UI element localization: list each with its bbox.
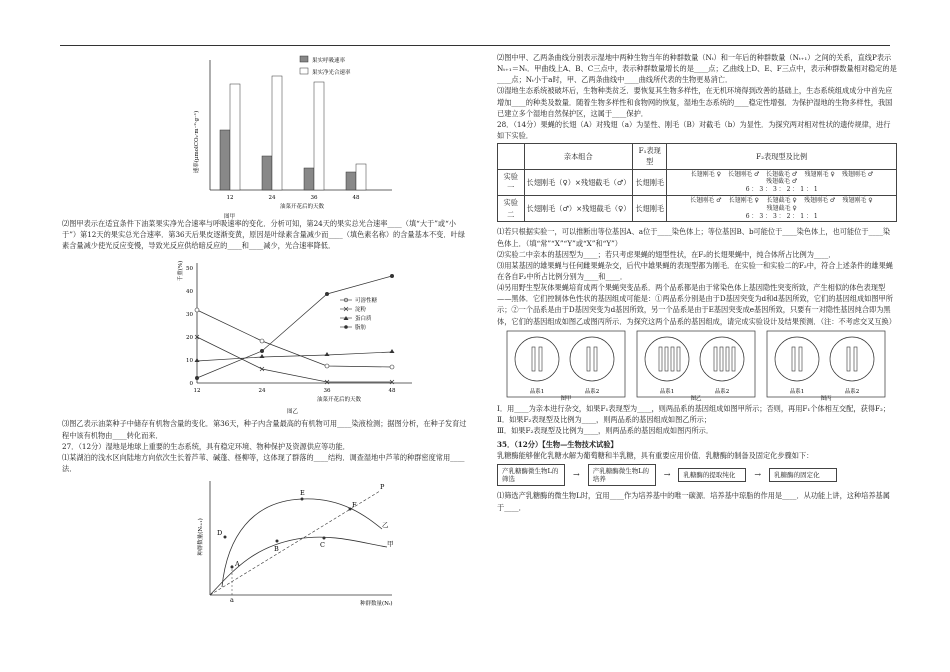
chart-jia-x-12: 12	[226, 195, 234, 201]
svg-text:品系1: 品系1	[789, 388, 805, 395]
right-p2: ⑵图中甲、乙两条曲线分别表示湿地中两种生物当年的种群数量（Nₜ）和一年后的种群数量（Nₜ₊₁）之间的关系，直线P表示Nₜ₊₁＝Nₜ．甲曲线上A、B、C三点中，表示种群数量增长的是____点；乙曲线上D、E、F三点中，表示种群数量相对稳定的是____点；Nₜ小于a时，甲、乙两条曲线中____曲线所代表的生物更易消亡．	[497, 53, 897, 85]
chart-jia-legend-2: 果实净光合速率	[312, 70, 351, 76]
svg-text:品系2: 品系2	[714, 388, 730, 395]
svg-text:24: 24	[258, 388, 266, 395]
right-q35-intro: 乳糖酶能够催化乳糖水解为葡萄糖和半乳糖，具有重要应用价值．乳糖酶的制备及固定化步骤如下：	[497, 451, 814, 461]
exp2-ratio: 6 ： 3 ： 3 ： 2 ： 1 ： 1	[745, 212, 818, 220]
chart-jia-x-48: 48	[352, 195, 360, 201]
bar-net-36	[314, 82, 324, 190]
right-q28: 28．（14分）果蝇的长翅（A）对残翅（a）为显性、刚毛（B）对截毛（b）为显性．为探究两对相对性状的遗传规律，进行如下实验．	[497, 119, 891, 141]
right-p3: ⑶湿地生态系统被破坏后，生物种类贫乏．要恢复其生物多样性，在无机环境得到改善的基础上，生态系统组成成分中首先应增加____的种类及数量．随着生物多样性和食物网的恢复，湿地生态系统的____稳定性增强．为保护湿地的生物多样性，我国已建立多个湿地自然保护区，这属于____保护．	[497, 86, 893, 118]
svg-text:E: E	[300, 489, 305, 498]
svg-text:品系1: 品系1	[659, 388, 675, 395]
svg-text:a: a	[230, 596, 234, 605]
chart-yi-legend-1: 可溶性糖	[355, 298, 378, 305]
svg-text:品系2: 品系2	[844, 388, 860, 395]
svg-text:图丙: 图丙	[820, 395, 832, 401]
exp1-parents: 长翅刚毛（♀）×残翅截毛（♂）	[524, 169, 633, 195]
svg-text:A: A	[235, 560, 240, 569]
svg-text:图乙: 图乙	[690, 395, 702, 401]
th-f1: F₁表现型	[633, 144, 667, 169]
exp2-f1: 长翅刚毛	[633, 195, 667, 221]
arrow-icon: →	[573, 469, 580, 479]
exp1-label: 实验一	[498, 169, 525, 195]
experiment-table: 亲本组合 F₁表现型 F₂表现型及比例 实验一 长翅刚毛（♀）×残翅截毛（♂） 长翅刚毛 长翅刚毛 ♀ 长翅刚毛 ♂ 长翅截毛 ♂ 残翅刚毛 ♀ 残翅刚毛 ♂ 残翅截毛 ♂ 6 ： 3 ： 3 ： 2 ： 1 ： 1 实验二 长翅刚毛（♂）×残翅截毛（♀） 长翅刚毛 长翅刚毛 ♂ 长翅刚毛 ♀ 长翅截毛 ♀ 残翅刚毛 ♂ 残翅刚毛 ♀ 残翅截毛 ♀ 6 ： 3 ： 3 ： 2 ： 1 ： 1	[497, 143, 897, 222]
left-q2: ⑵图甲表示在适宜条件下油菜果实净光合速率与呼吸速率的变化．分析可知，第24天的果实总光合速率____（填“大于”或“小于”）第12天的果实总光合速率．第36天后果皮逐渐变黄，原因是叶绿素含量减少而____（填色素名称）的含量基本不变．叶绿素含量减少使光反应变慢，导致光反应供给暗反应的____和____减少，光合速率降低．	[62, 219, 465, 251]
right-exp-ii: Ⅱ．如果F₂表现型及比例为____，则两品系的基因组成如图乙所示；	[497, 414, 712, 424]
right-q35-1: ⑴筛选产乳糖酶的微生物L时，宜用____作为培养基中的唯一碳源．培养基中琼脂的作用是____．从功能上讲，这种培养基属于____．	[497, 491, 890, 512]
chromosome-figure	[497, 329, 897, 401]
th-group: 亲本组合	[524, 144, 633, 169]
chart-yi-legend-2: 淀粉	[355, 307, 367, 314]
chart-jia-ylabel: 速率(μmolCO₂·m⁻²·g⁻¹)	[194, 110, 200, 174]
svg-text:30: 30	[186, 312, 193, 319]
chart-yi-caption: 图乙	[287, 409, 299, 416]
left-column	[62, 52, 467, 612]
th-f2: F₂表现型及比例	[667, 144, 897, 169]
svg-text:0: 0	[189, 381, 193, 388]
chart-bing	[62, 477, 467, 612]
chart-jia-caption: 图甲	[224, 214, 236, 220]
chart-jia-bars	[220, 76, 366, 190]
process-step-1: 产乳糖酶微生物L的筛选	[497, 464, 565, 487]
curve-yi	[222, 499, 382, 587]
right-exp-i: Ⅰ．用____为亲本进行杂交，如果F₁表现型为____，则两品系的基因组成如图甲所示；否则，再用F₁个体相互交配，获得F₂；	[497, 403, 891, 413]
svg-text:乙: 乙	[382, 521, 389, 530]
right-r2: ⑵实验二中亲本的基因型为____；若只考虑果蝇的翅型性状，在F₂的长翅果蝇中，纯合体所占比例为____．	[497, 249, 836, 259]
svg-text:D: D	[217, 529, 223, 538]
chart-jia-x-36: 36	[310, 195, 318, 201]
arrow-icon: →	[754, 469, 762, 479]
arrow-icon: →	[663, 469, 671, 479]
right-r4: ⑷另用野生型灰体果蝇培育成两个果蝇突变品系．两个品系都是由于常染色体上基因隐性突变所致，产生相似的体色表现型——黑体．它们控制体色性状的基因组成可能是：①两品系分别是由于D基因突变为d和d基因所致，它们的基因组成如图甲所示；②一个品系是由于D基因突变为d基因所致，另一个品系是由于E基因突变成e基因所致，只要有一对隐性基因纯合即为黑体，它们的基因组成如图乙或图丙所示．为探究这两个品系的基因组成，请完成实验设计及结果预测．（注：不考虑交叉互换）	[497, 283, 896, 326]
exp1-ratio: 6 ： 3 ： 3 ： 2 ： 1 ： 1	[745, 186, 818, 194]
svg-text:12: 12	[193, 388, 201, 395]
svg-text:10: 10	[186, 358, 193, 365]
bar-net-24	[272, 76, 282, 190]
bar-resp-48	[346, 172, 356, 190]
svg-text:C: C	[320, 541, 325, 550]
svg-text:P: P	[380, 483, 385, 492]
svg-text:48: 48	[388, 388, 396, 395]
svg-text:甲: 甲	[387, 540, 394, 549]
chart-yi-legend-4: 脂肪	[355, 325, 367, 332]
series-protein-marks	[195, 349, 395, 362]
chart-jia-xlabel: 油菜开花后的天数	[279, 204, 325, 210]
left-q27: 27．（12分）湿地是地球上重要的生态系统，具有稳定环境、物种保护及资源供应等功能．	[62, 441, 350, 451]
process-step-2: 产乳糖酶微生物L的培养	[588, 464, 656, 487]
svg-text:图甲: 图甲	[560, 395, 572, 401]
right-exp-iii: Ⅲ．如果F₂表现型及比例为____，则两品系的基因组成如图丙所示．	[497, 426, 714, 436]
svg-text:品系2: 品系2	[584, 388, 600, 395]
chart-yi-ylabel: 千重(%)	[178, 261, 184, 282]
svg-text:品系1: 品系1	[529, 388, 545, 395]
right-r3: ⑶用某基因的雄果蝇与任何雌果蝇杂交，后代中雄果蝇的表现型都为刚毛．在实验一和实验二的F₂中，符合上述条件的雄果蝇在各自F₂中所占比例分别为____和____．	[497, 260, 893, 281]
bar-net-48	[356, 164, 366, 190]
right-r1: ⑴若只根据实验一，可以推断出等位基因A、a位于____染色体上；等位基因B、b可能位于____染色体上，也可能位于____染色体上．（填“常”“X”“Y”或“X”和“Y”）	[497, 227, 891, 248]
right-column	[497, 52, 897, 513]
exp2-label: 实验二	[498, 195, 525, 221]
left-q3: ⑶图乙表示油菜种子中储存有机物含量的变化．第36天，种子内含量最高的有机物可用____染液检测；据图分析，在种子发育过程中该有机物由____转化而来．	[62, 419, 467, 440]
chart-jia-x-24: 24	[268, 195, 276, 201]
exp2-parents: 长翅刚毛（♂）×残翅截毛（♀）	[524, 195, 633, 221]
bar-resp-36	[304, 168, 314, 190]
exp1-f1: 长翅刚毛	[633, 169, 667, 195]
right-q35: 35．（12分）【生物—生物技术试验】	[497, 440, 618, 450]
svg-text:B: B	[274, 545, 279, 554]
svg-text:40: 40	[186, 289, 193, 296]
chart-yi	[62, 253, 467, 418]
process-step-3: 乳糖酶的提取纯化	[678, 468, 746, 482]
svg-text:20: 20	[186, 335, 193, 342]
chart-bing-ylabel: 种群数量(Nₜ₊₁)	[198, 518, 204, 557]
bar-resp-12	[220, 130, 230, 190]
process-step-4: 乳糖酶的固定化	[769, 468, 837, 482]
process-flow	[497, 464, 897, 487]
chart-jia-legend-1: 果实呼吸速率	[312, 58, 346, 64]
bar-net-12	[230, 84, 240, 190]
header-rule	[60, 45, 890, 46]
chart-jia	[62, 52, 422, 222]
th-blank	[498, 144, 525, 169]
chart-yi-xlabel: 油菜开花后的天数	[317, 397, 362, 404]
chart-bing-xlabel: 种群数量(Nₜ)	[360, 601, 393, 608]
svg-text:F: F	[352, 501, 357, 510]
svg-text:50: 50	[186, 266, 193, 273]
left-q27-1: ⑴某湖泊的浅水区向陆地方向依次生长着芦苇、碱蓬、柽柳等，这体现了群落的____结构．调查湿地中芦苇的种群密度常用____法．	[62, 452, 465, 474]
chart-yi-legend-3: 蛋白质	[355, 316, 372, 323]
bar-resp-24	[262, 156, 272, 190]
svg-text:36: 36	[323, 388, 331, 395]
